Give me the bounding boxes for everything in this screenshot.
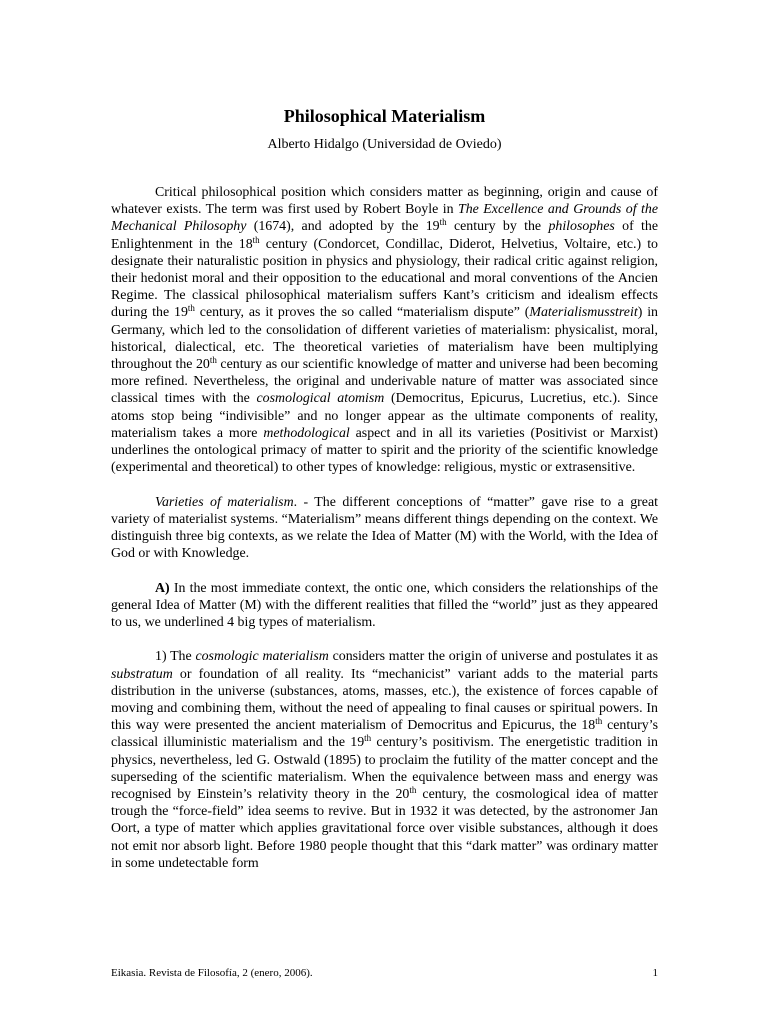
text-span: century, as it proves the so called “materialism dispute” ( [194, 305, 530, 321]
text-span: century by the [446, 219, 549, 235]
author-line: Alberto Hidalgo (Universidad de Oviedo) [267, 137, 502, 152]
italic-title: The Excellence and Grounds of the Mechanical Philosophy [111, 202, 658, 235]
italic-term: cosmological atomism [256, 391, 385, 407]
superscript: th [364, 733, 372, 744]
text-span: . - The different conceptions of “matter” gave rise to a great variety of materialist systems. “Materialism” means different things depending on the context. We distinguish three big contexts, as we relate the Idea of Matter (M) with the World, with the Idea of God or with Knowledge. [111, 494, 658, 562]
text-span: aspect and in all its varieties (Positivist or Marxist) underlines the ontological primacy of matter to spirit and the priority of the scientific knowledge (experimental and theoretical) to other types of knowledge: religious, mystic or extrasensitive. [111, 425, 658, 476]
text-span: (1674), and adopted by the 19 [246, 219, 440, 235]
superscript: th [595, 716, 603, 727]
italic-heading: Varieties of materialism [155, 494, 294, 510]
text-span: ) in Germany, which led to the consolidation of different varieties of materialism: physicalist, moral, historical, dialectical, etc. The theoretical varieties of materialism have been multiplying throughout the 20 [111, 305, 658, 373]
text-span: century’s positivism. The energetistic tradition in physics, nevertheless, led G. Ostwald (1895) to proclaim the futility of the matter concept and the superseding of the scientific materialism. When the equivalence between mass and energy was recognised by Einstein’s relativity theory in the 20 [111, 735, 658, 803]
superscript: th [187, 303, 195, 314]
text-span: 1) The [155, 649, 196, 665]
italic-term: methodological [263, 425, 350, 441]
paragraph-intro [111, 184, 658, 476]
superscript: th [439, 217, 447, 228]
text-span: century, the cosmological idea of matter trough the “force-field” idea seems to revive. But in 1932 it was detected, by the astronomer Jan Oort, a type of matter which applies gravitational force over visible substances, although it does not emit nor absorb light. Before 1980 people thought that this “dark matter” was ordinary matter in some undetectable form [111, 787, 658, 871]
bold-label: A) [155, 580, 170, 596]
italic-term: philosophes [548, 219, 615, 235]
text-span: Critical philosophical position which considers matter as beginning, origin and cause of whatever exists. The term was first used by Robert Boyle in [111, 185, 658, 218]
text-span: or foundation of all reality. Its “mechanicist” variant adds to the material parts distribution in the universe (substances, atoms, masses, etc.), the existence of forces capable of moving and combining them, without the need of appealing to final causes or spiritual powers. In this way were presented the ancient materialism of Democritus and Epicurus, the 18 [111, 666, 658, 734]
text-span: In the most immediate context, the ontic one, which considers the relationships of the general Idea of Matter (M) with the different realities that filled the “world” just as they appeared to us, we underlined 4 big types of materialism. [111, 580, 658, 631]
page-title: Philosophical Materialism [283, 106, 486, 126]
paragraph-cosmologic [111, 648, 658, 872]
italic-term: cosmologic materialism [195, 649, 329, 665]
paragraph-context-a [111, 580, 658, 632]
text-span: (Democritus, Epicurus, Lucretius, etc.). Since atoms stop being “indivisible” and no longer appear as the ultimate components of reality, materialism takes a more [111, 391, 659, 441]
text-span: considers matter the origin of universe and postulates it as [328, 649, 658, 665]
text-span: century (Condorcet, Condillac, Diderot, Helvetius, Voltaire, etc.) to designate their naturalistic position in physics and physiology, their radical critic against religion, their hedonist moral and their opposition to the educational and moral conventions of the Ancien Regime. The classical philosophical materialism suffers Kant’s criticism and idealism effects during the 19 [111, 236, 658, 321]
journal-citation: Eikasia. Revista de Filosofía, 2 (enero, 2006). [111, 967, 313, 979]
superscript: th [252, 234, 260, 245]
text-span: century as our scientific knowledge of matter and universe had been becoming more refined. Nevertheless, the original and underivable nature of matter was associated since classical times with the [111, 357, 658, 407]
italic-term: Materialismusstreit [529, 305, 638, 321]
italic-term: substratum [111, 666, 173, 682]
page-number: 1 [652, 967, 658, 979]
superscript: th [409, 785, 417, 796]
text-span: of the Enlightenment in the 18 [111, 219, 658, 252]
article-body [111, 184, 658, 872]
text-span: century’s classical illuministic materialism and the 19 [111, 718, 659, 751]
superscript: th [209, 355, 217, 366]
paragraph-varieties [111, 494, 658, 563]
